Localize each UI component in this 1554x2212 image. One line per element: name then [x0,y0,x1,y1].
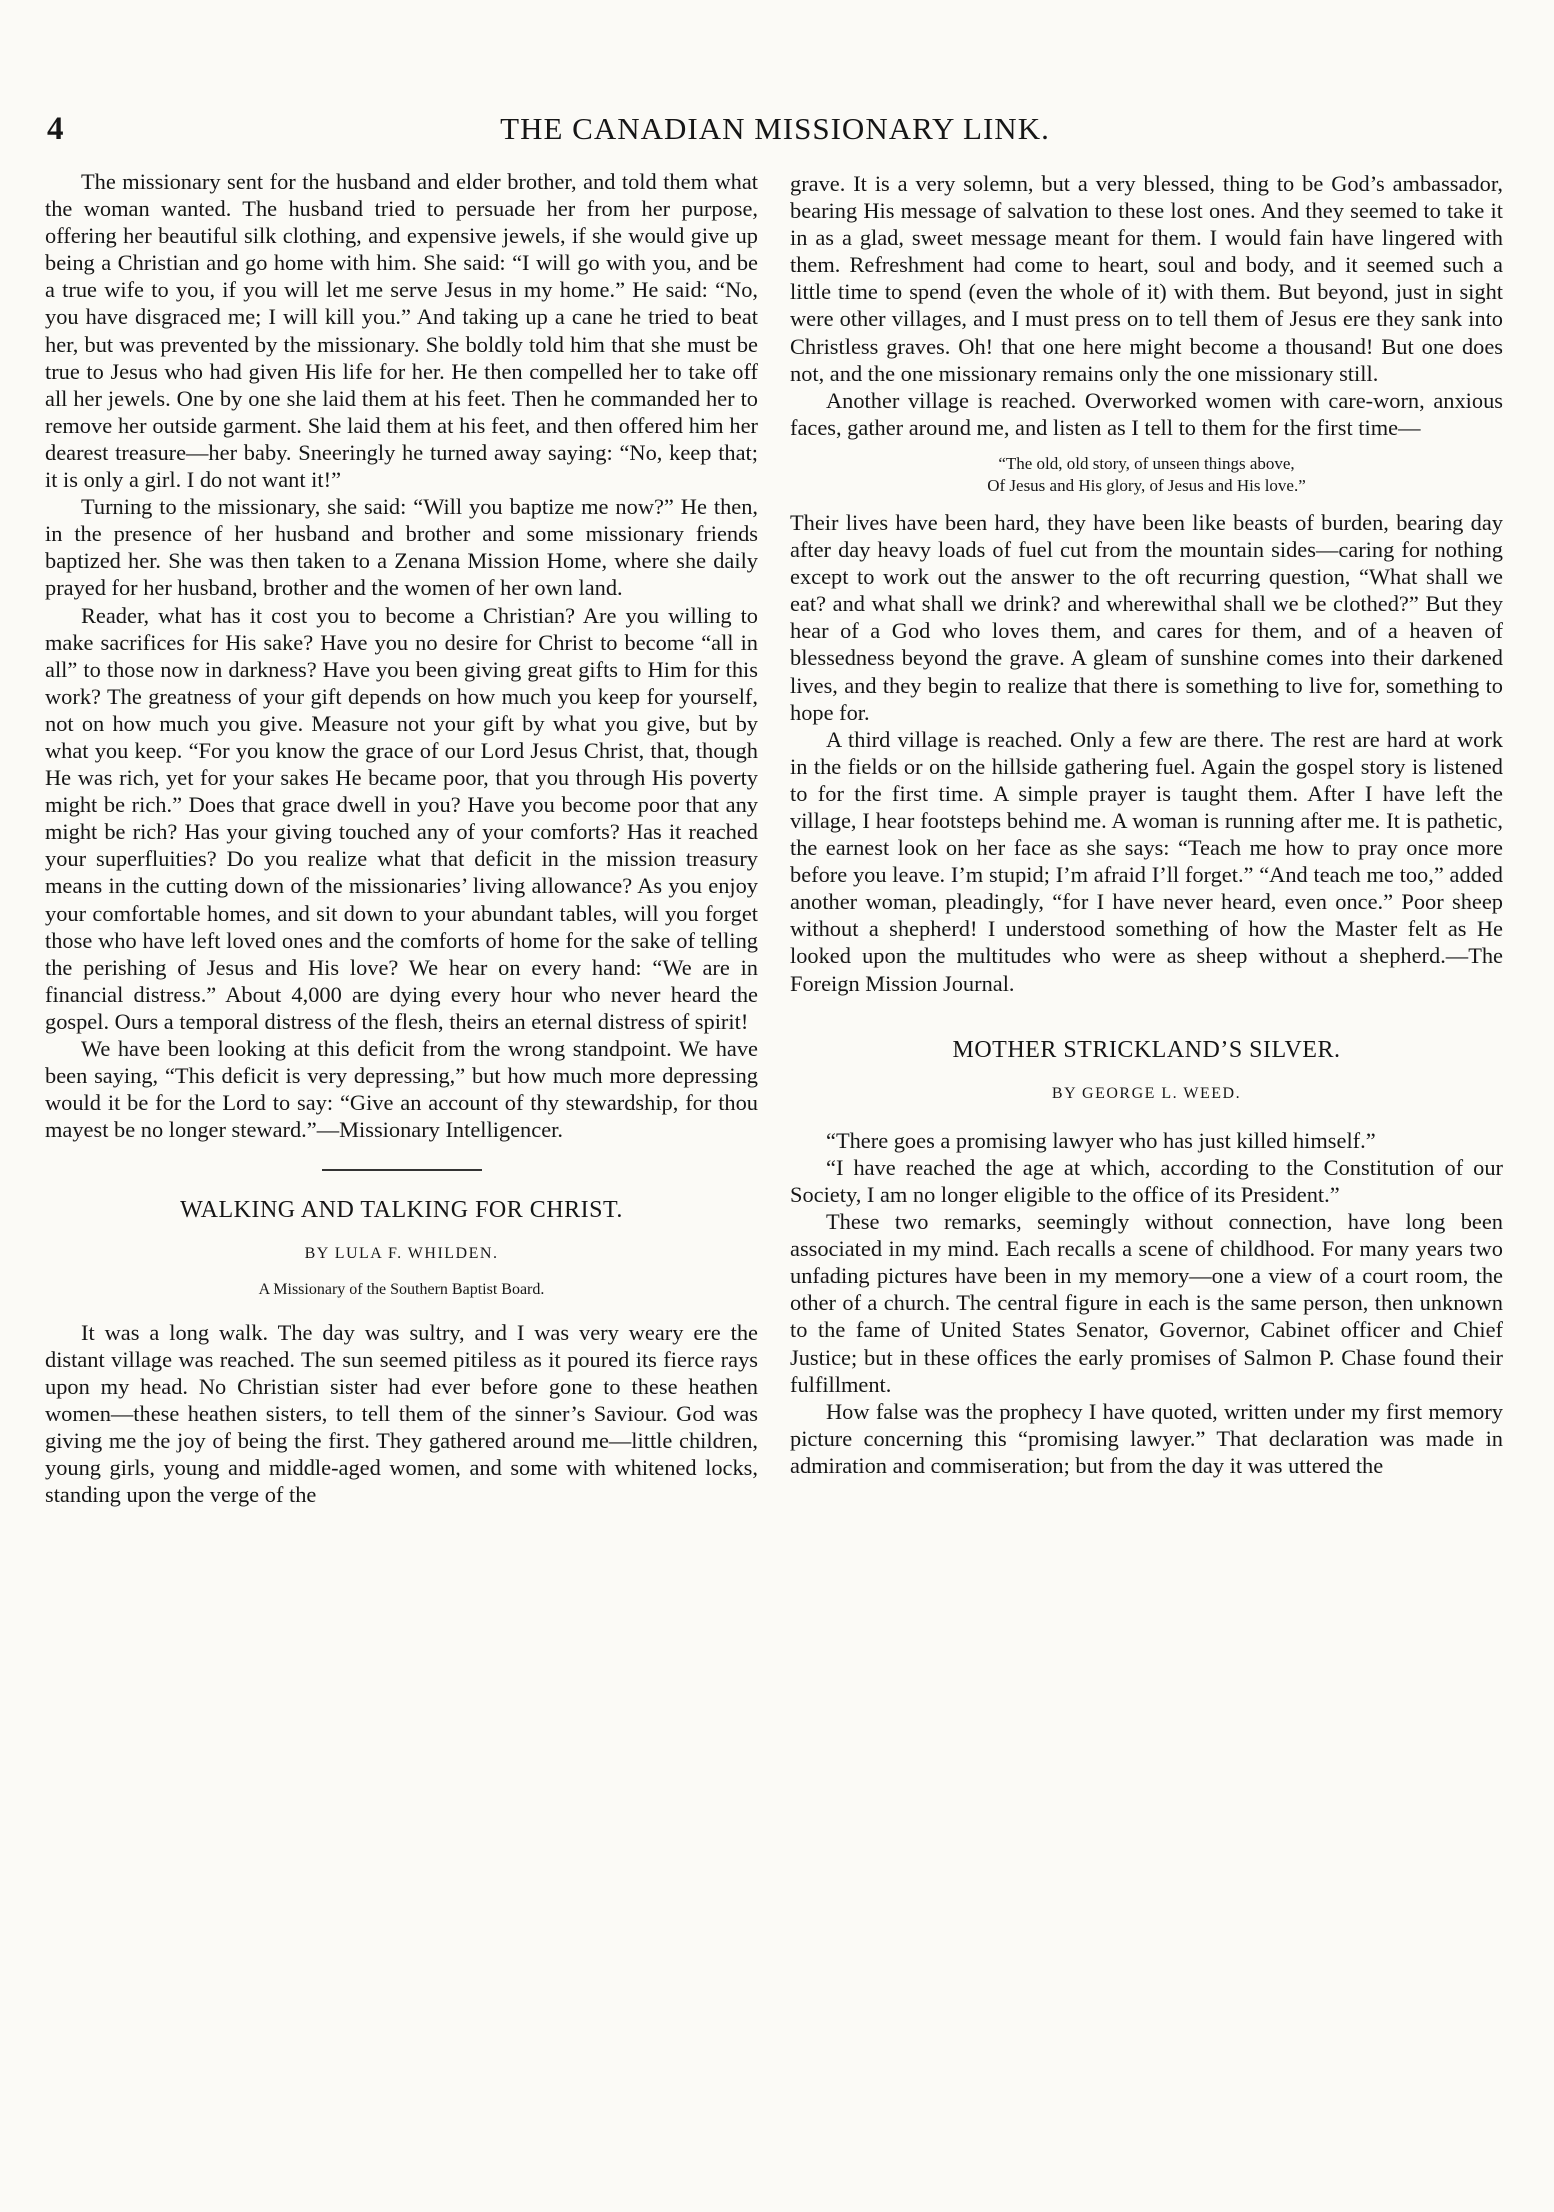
article-byline: BY GEORGE L. WEED. [1051,1084,1242,1102]
page-number: 4 [47,111,64,147]
paragraph: A third village is reached. Only a few are there. The rest are hard at work in the fields or on the hillside gathering fuel. Again the gospel story is listened to for the first time. A simple prayer is taught them. After I have left the village, I hear footsteps behind me. A woman is running after me. It is pathetic, the earnest look on her face as she says: “Teach me how to pray once more before you leave. I’m stupid; I’m afraid I’ll forget.” “And teach me too,” added another woman, pleadingly, “for I have never heard, even once.” Poor sheep without a shepherd! I understood something of how the Master felt as He looked upon the multitudes who were as sheep without a shepherd.—The Foreign Mission Journal. [790,726,1503,996]
paragraph: Their lives have been hard, they have been like beasts of burden, bearing day after day heavy loads of fuel cut from the mountain sides—caring for nothing except to work out the answer to the oft recurring question, “What shall we eat? and what shall we drink? and wherewithal shall we be clothed?” But they hear of a God who loves them, and cares for them, and of a heaven of blessedness beyond the grave. A gleam of sunshine comes into their darkened lives, and they begin to realize that there is something to live for, something to hope for. [790,509,1503,725]
article-byline: BY LULA F. WHILDEN. [304,1245,499,1263]
verse-line: Of Jesus and His glory, of Jesus and His love.” [987,475,1306,495]
paragraph: It was a long walk. The day was sultry, and I was very weary ere the distant village was reached. The sun seemed pitiless as it poured its fierce rays upon my head. No Christian sister had ever before gone to these heathen women—these heathen sisters, to tell them of the sinner’s Saviour. God was giving me the joy of being the first. They gathered around me—little children, young girls, young and middle-aged women, and some with whitened locks, standing upon the verge of the [45,1319,758,1508]
article-heading: WALKING AND TALKING FOR CHRIST. [180,1197,623,1224]
verse-line: “The old, old story, of unseen things above, [998,453,1295,473]
spacer [790,1115,1503,1127]
paragraph: grave. It is a very solemn, but a very blessed, thing to be God’s ambassador, bearing His message of salvation to these lost ones. And they seemed to take it in as a glad, sweet message meant for them. I would fain have lingered with them. Refreshment had come to heart, soul and body, and it seemed such a little time to spend (even the whole of it) with them. But beyond, just in sight were other villages, and I must press on to tell them of Jesus ere they sank into Christless graves. Oh! that one here might become a thousand! But one does not, and the one missionary remains only the one missionary still. [790,171,1503,386]
paragraph: “There goes a promising lawyer who has just killed himself.” [826,1127,1376,1153]
paragraph: These two remarks, seemingly without connection, have long been associated in my mind. Each recalls a scene of childhood. For many years two unfading pictures have been in my memory—one a view of a court room, the other of a church. The central figure in each is the same person, then unknown to the fame of United States Senator, Governor, Cabinet officer and Chief Justice; but in these offices the early promises of Salmon P. Chase found their fulfillment. [790,1209,1503,1397]
paragraph: Turning to the missionary, she said: “Will you baptize me now?” He then, in the presence of her husband and brother and some missionary friends baptized her. She was then taken to a Zenana Mission Home, where she daily prayed for her husband, brother and the women of her own land. [45,494,758,601]
paragraph: The missionary sent for the husband and elder brother, and told them what the woman wanted. The husband tried to persuade her from her purpose, offering her beautiful silk clothing, and expensive jewels, if she would give up being a Christian and go home with him. She said: “I will go with you, and be a true wife to you, if you will let me serve Jesus in my home.” He said: “No, you have disgraced me; I will kill you.” And taking up a cane he tried to beat her, but was prevented by the missionary. She boldly told him that she must be true to Jesus who had given His life for her. He then compelled her to take off all her jewels. One by one she laid them at his feet. Then he commanded her to remove her outside garment. She laid them at his feet, and then offered him her dearest treasure—her baby. Sneeringly he turned away saying: “No, keep that; it is only a girl. I do not want it!” [45,169,758,493]
spacer [790,997,1503,1037]
left-column [45,168,758,1508]
page-header [45,107,1505,153]
journal-title: THE CANADIAN MISSIONARY LINK. [500,111,1050,146]
article-heading: MOTHER STRICKLAND’S SILVER. [952,1036,1341,1063]
paragraph: Another village is reached. Overworked women with care-worn, anxious faces, gather around me, and listen as I tell to them for the first time— [790,387,1503,440]
right-column [790,168,1503,1479]
section-divider [322,1169,482,1171]
verse-quote [790,453,1503,497]
paragraph: Reader, what has it cost you to become a Christian? Are you willing to make sacrifices for His sake? Have you no desire for Christ to become “all in all” to those now in darkness? Have you been giving great gifts to Him for this work? The greatness of your gift depends on how much you keep for yourself, not on how much you give. Measure not your gift by what you give, but by what you keep. “For you know the grace of our Lord Jesus Christ, that, though He was rich, yet for your sakes He became poor, that you through His poverty might be rich.” Does that grace dwell in you? Have you become poor that any might be rich? Has your giving touched any of your comforts? Has it reached your superfluities? Do you realize what that deficit in the mission treasury means in the cutting down of the missionaries’ living allowance? As you enjoy your comfortable homes, and sit down to your abundant tables, will you forget those who have left loved ones and the comforts of home for the sake of telling the perishing of Jesus and His love? We hear on every hand: “We are in financial distress.” About 4,000 are dying every hour who never heard the gospel. Ours a temporal distress of the flesh, theirs an eternal distress of spirit! [45,602,758,1034]
paragraph: “I have reached the age at which, according to the Constitution of our Society, I am no longer eligible to the office of its President.” [790,1154,1503,1207]
paragraph: We have been looking at this deficit from the wrong standpoint. We have been saying, “This deficit is very depressing,” but how much more depressing would it be for the Lord to say: “Give an account of thy stewardship, for thou mayest be no longer steward.”—Missionary Intelligencer. [45,1036,758,1143]
article-affiliation: A Missionary of the Southern Baptist Board. [258,1280,545,1298]
paragraph: How false was the prophecy I have quoted, written under my first memory picture concerning this “promising lawyer.” That declaration was made in admiration and commiseration; but from the day it was uttered the [790,1398,1503,1478]
